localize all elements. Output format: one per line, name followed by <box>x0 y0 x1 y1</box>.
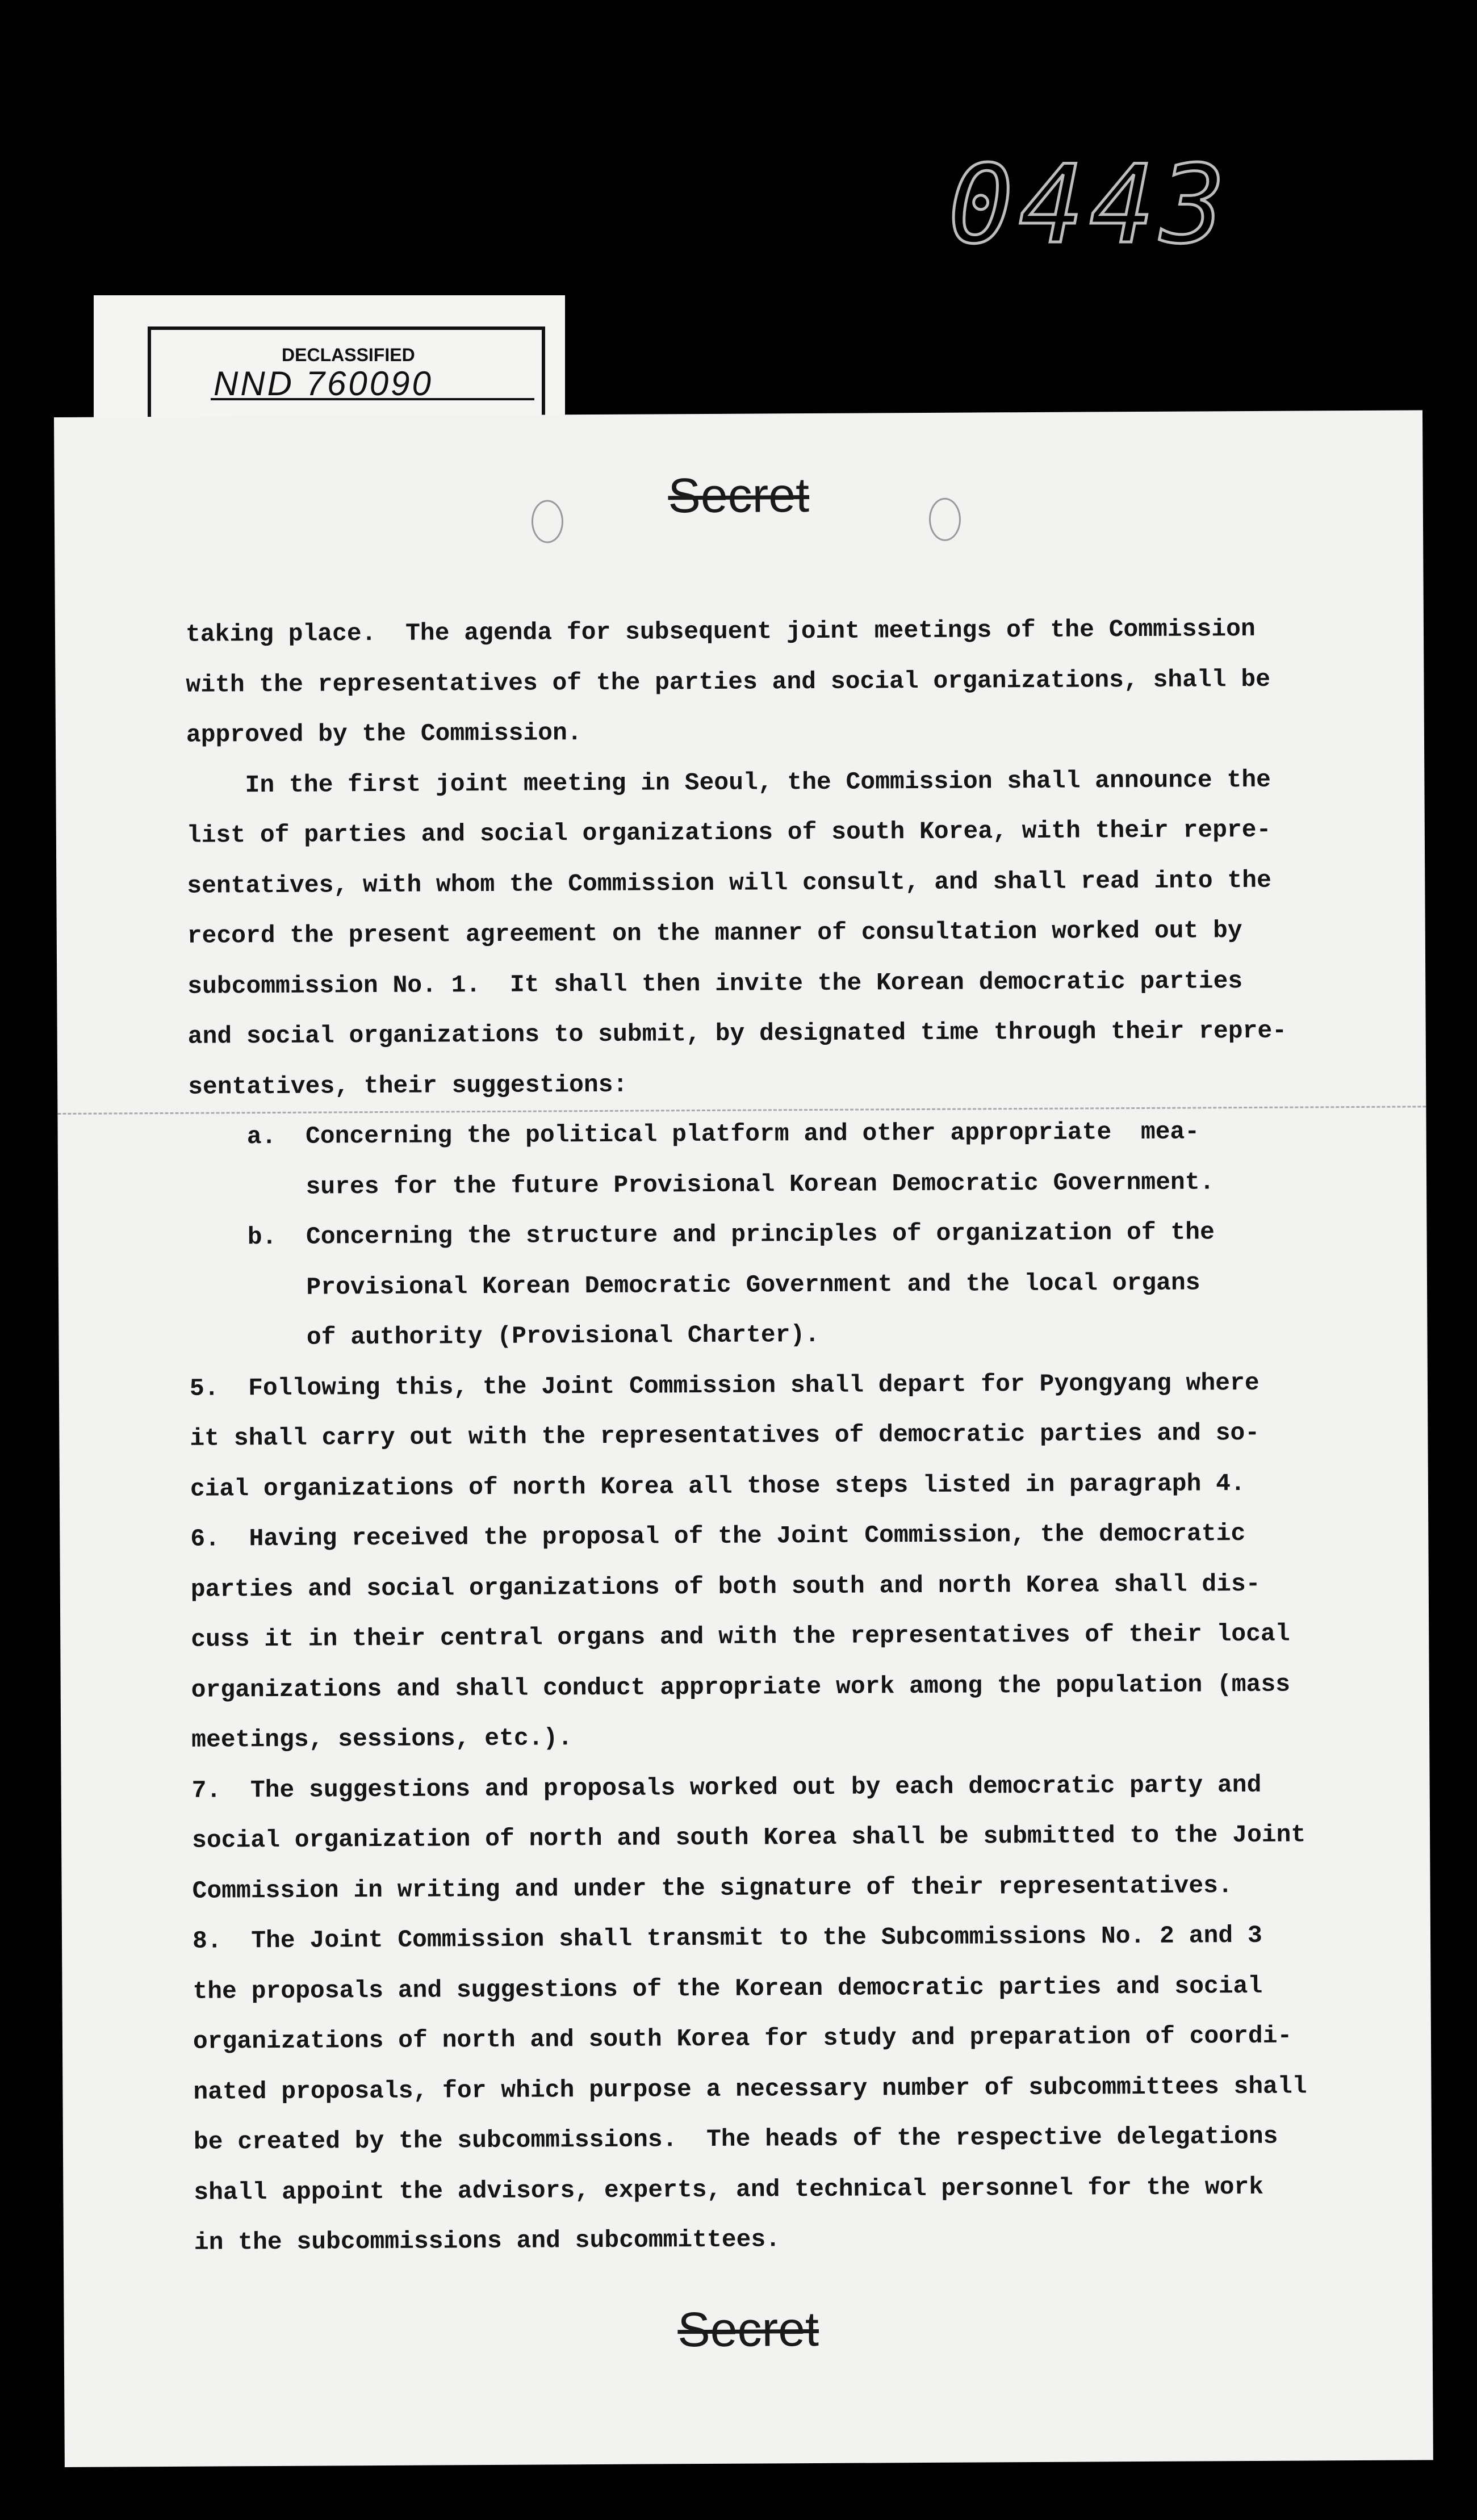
frame-number: 0443 <box>948 142 1231 267</box>
classification-marking-bottom: Secret <box>677 2301 819 2358</box>
text-line: record the present agreement on the manner of consultation worked out by <box>187 916 1242 950</box>
punch-hole <box>532 500 563 543</box>
text-line: b. Concerning the structure and principles of organization of the <box>189 1218 1215 1251</box>
text-line: Commission in writing and under the signature of their representatives. <box>192 1871 1233 1905</box>
text-line: cial organizations of north Korea all those steps listed in paragraph 4. <box>190 1469 1245 1503</box>
text-line: parties and social organizations of both south and north Korea shall dis- <box>190 1569 1261 1604</box>
text-line: Provisional Korean Democratic Government and the local organs <box>189 1268 1200 1302</box>
document-page <box>54 410 1433 2467</box>
text-line: it shall carry out with the representatives of democratic parties and so- <box>190 1418 1260 1452</box>
text-line: a. Concerning the political platform and other appropriate mea- <box>188 1117 1200 1151</box>
text-line: sentatives, their suggestions: <box>188 1070 628 1101</box>
text-line: cuss it in their central organs and with the representatives of their local <box>191 1619 1290 1654</box>
text-line: taking place. The agenda for subsequent joint meetings of the Commission <box>185 614 1256 648</box>
text-line: and social organizations to submit, by designated time through their repre- <box>187 1016 1287 1050</box>
text-line: organizations and shall conduct appropriate work among the population (mass <box>191 1670 1291 1704</box>
text-line: In the first joint meeting in Seoul, the Commission shall announce the <box>186 765 1271 799</box>
text-line: approved by the Commission. <box>186 719 582 749</box>
text-line: organizations of north and south Korea for study and preparation of coordi- <box>193 2021 1292 2056</box>
text-line: of authority (Provisional Charter). <box>189 1320 820 1352</box>
text-line: 6. Having received the proposal of the Joint Commission, the democratic <box>190 1519 1246 1553</box>
stamp-authority-number: NND 760090 <box>214 365 433 403</box>
text-line: with the representatives of the parties and social organizations, shall be <box>186 665 1271 699</box>
text-line: social organization of north and south Korea shall be submitted to the Joint <box>191 1820 1306 1855</box>
text-line: 5. Following this, the Joint Commission shall depart for Pyongyang where <box>189 1368 1260 1403</box>
text-line: the proposals and suggestions of the Korean democratic parties and social <box>193 1971 1263 2006</box>
stamp-heading: DECLASSIFIED <box>282 345 415 365</box>
text-line: subcommission No. 1. It shall then invite the Korean democratic parties <box>187 966 1243 1001</box>
text-line: be created by the subcommissions. The heads of the respective delegations <box>193 2122 1278 2156</box>
text-line: shall appoint the advisors, experts, and technical personnel for the work <box>194 2172 1264 2207</box>
classification-marking-top: Secret <box>668 468 810 524</box>
text-line: 8. The Joint Commission shall transmit to the Subcommissions No. 2 and 3 <box>192 1921 1262 1955</box>
text-line: 7. The suggestions and proposals worked out by each democratic party and <box>191 1770 1262 1805</box>
text-line: in the subcommissions and subcommittees. <box>194 2225 781 2257</box>
stamp-divider <box>211 398 534 400</box>
text-line: sentatives, with whom the Commission will consult, and shall read into the <box>187 866 1271 900</box>
punch-hole <box>929 498 961 541</box>
document-body <box>186 604 1375 2268</box>
text-line: meetings, sessions, etc.). <box>191 1724 573 1754</box>
text-line: sures for the future Provisional Korean Democratic Government. <box>188 1167 1215 1202</box>
text-line: list of parties and social organizations of south Korea, with their repre- <box>186 815 1271 849</box>
text-line: nated proposals, for which purpose a necessary number of subcommittees shall <box>193 2071 1307 2106</box>
